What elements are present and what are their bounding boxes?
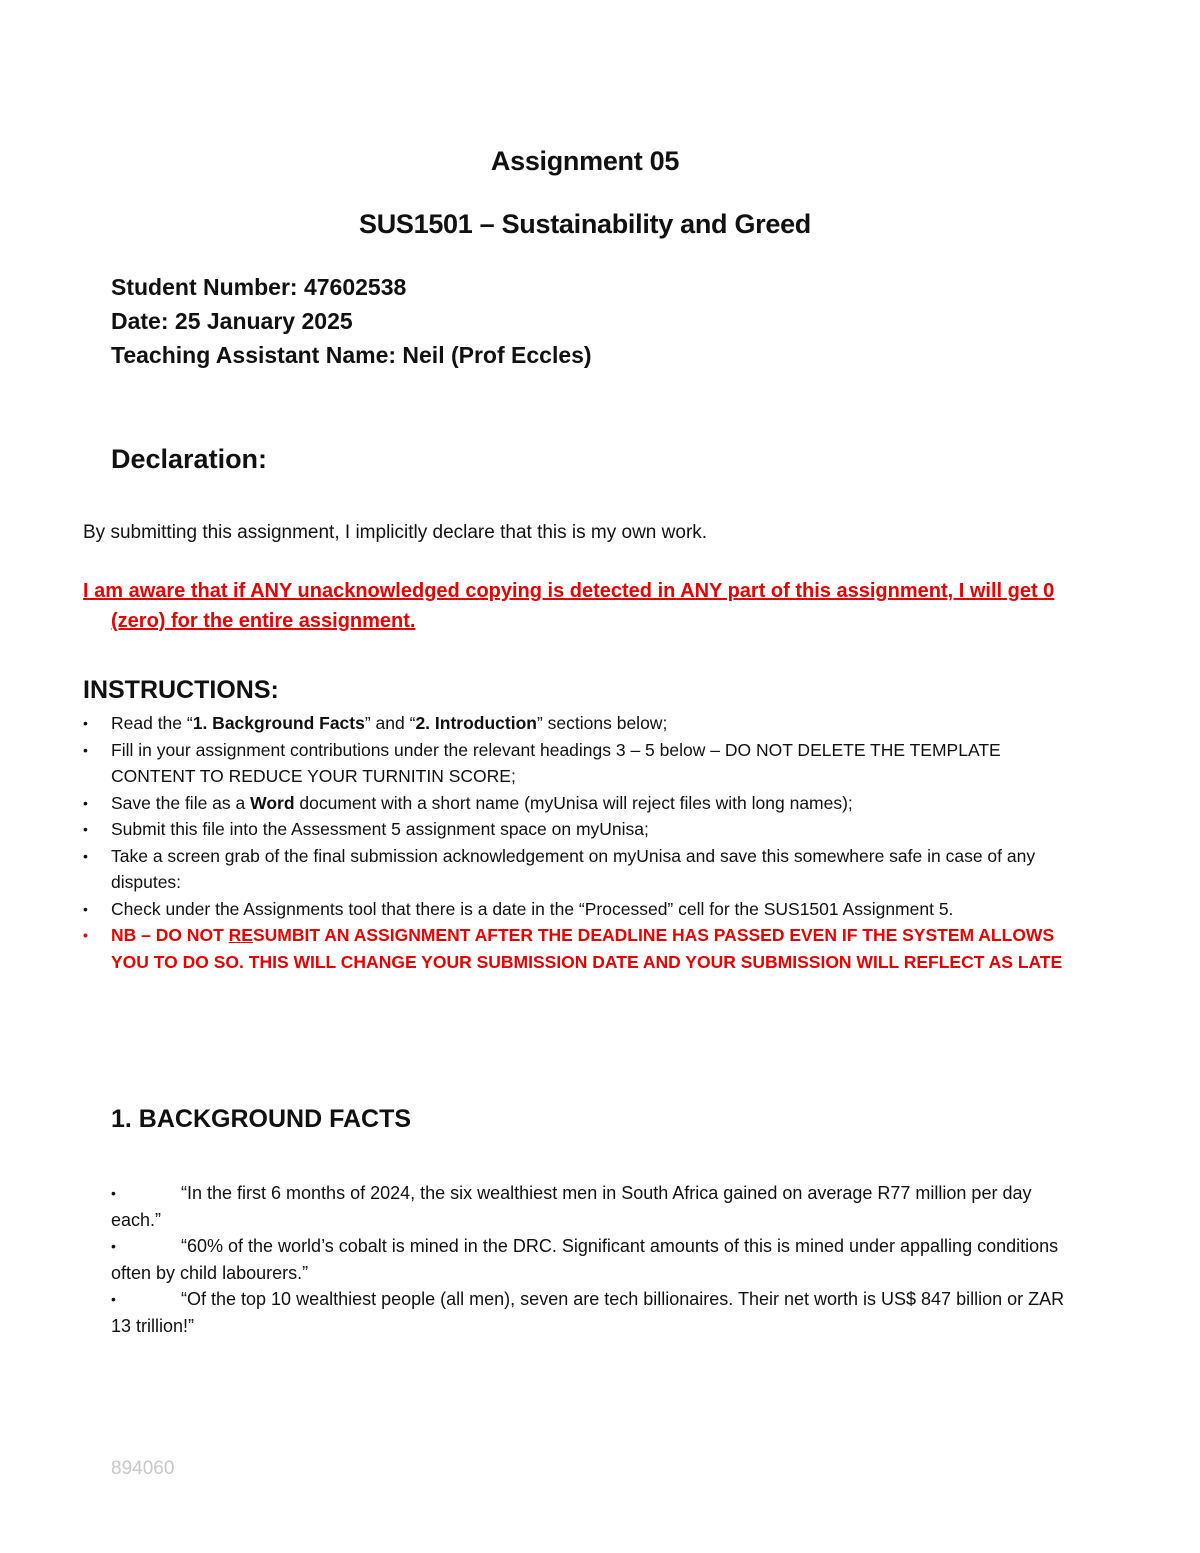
instruction-item: • Submit this file into the Assessment 5 assignment space on myUnisa;: [83, 816, 1083, 843]
declaration-statement: By submitting this assignment, I implicitly declare that this is my own work.: [83, 522, 708, 543]
bullet-icon: •: [111, 1291, 116, 1307]
instruction-item-warning: • NB – DO NOT RESUMBIT AN ASSIGNMENT AFTER THE DEADLINE HAS PASSED EVEN IF THE SYSTEM ALLOWS YOU TO DO SO. THIS WILL CHANGE YOUR SUBMISSION DATE AND YOUR SUBMISSION WILL REFLECT AS LATE: [83, 922, 1083, 975]
bullet-icon: •: [83, 821, 88, 837]
instruction-item: • Take a screen grab of the final submission acknowledgement on myUnisa and save this somewhere safe in case of any disputes:: [83, 843, 1083, 896]
bullet-icon: •: [111, 1185, 116, 1201]
fact-item: • “Of the top 10 wealthiest people (all men), seven are tech billionaires. Their net worth is US$ 847 billion or ZAR 13 trillion!”: [111, 1286, 1071, 1339]
background-facts-heading: 1. BACKGROUND FACTS: [111, 1105, 412, 1133]
bullet-icon: •: [111, 1238, 116, 1254]
instructions-list: [83, 710, 1083, 975]
bullet-icon: •: [83, 927, 88, 943]
teaching-assistant: Teaching Assistant Name: Neil (Prof Eccles): [111, 342, 592, 368]
submission-date: Date: 25 January 2025: [111, 308, 353, 334]
course-title: SUS1501 – Sustainability and Greed: [359, 209, 811, 239]
student-number: Student Number: 47602538: [111, 274, 407, 300]
bullet-icon: •: [83, 847, 88, 864]
document-id-watermark: 894060: [111, 1458, 175, 1479]
fact-item: • “In the first 6 months of 2024, the six wealthiest men in South Africa gained on average R77 million per day each.”: [111, 1180, 1071, 1233]
fact-item: • “60% of the world’s cobalt is mined in the DRC. Significant amounts of this is mined under appalling conditions often by child labourers.”: [111, 1233, 1071, 1286]
background-facts-list: [111, 1180, 1071, 1339]
student-info-block: [111, 270, 592, 372]
instructions-heading: INSTRUCTIONS:: [83, 676, 279, 704]
document-title: Assignment 05: [490, 146, 680, 176]
instruction-item: • Check under the Assignments tool that there is a date in the “Processed” cell for the SUS1501 Assignment 5.: [83, 896, 1083, 923]
declaration-heading: Declaration:: [111, 444, 268, 474]
bullet-icon: •: [83, 741, 88, 758]
bullet-icon: •: [83, 715, 88, 731]
instruction-item: • Read the “1. Background Facts” and “2. Introduction” sections below;: [83, 710, 1083, 737]
bullet-icon: •: [83, 900, 88, 917]
bullet-icon: •: [83, 794, 88, 811]
instruction-item: • Fill in your assignment contributions under the relevant headings 3 – 5 below – DO NOT DELETE THE TEMPLATE CONTENT TO REDUCE YOUR TURNITIN SCORE;: [83, 737, 1083, 790]
plagiarism-warning: I am aware that if ANY unacknowledged copying is detected in ANY part of this assignment, I will get 0 (zero) for the entire assignment.: [83, 580, 1055, 632]
instruction-item: • Save the file as a Word document with a short name (myUnisa will reject files with long names);: [83, 790, 1083, 817]
